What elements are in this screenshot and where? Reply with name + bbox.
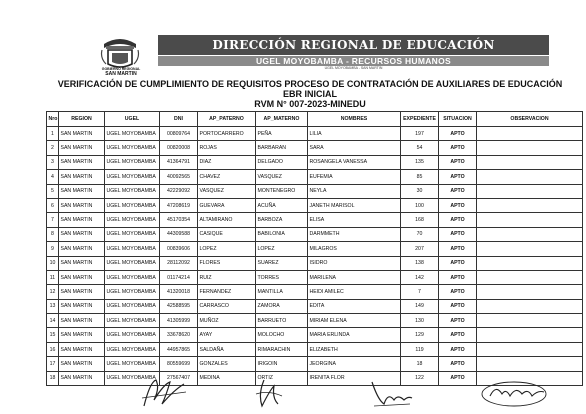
table-cell-nro: 9 <box>47 242 59 256</box>
table-cell-nro: 8 <box>47 227 59 241</box>
table-cell-observacion <box>477 285 583 299</box>
table-cell-nombres: HEIDI AMILEC <box>308 285 401 299</box>
table-cell-ap-materno: SUAREZ <box>256 256 308 270</box>
table-cell-situacion: APTO <box>439 328 477 342</box>
table-cell-situacion: APTO <box>439 314 477 328</box>
table-cell-nro: 10 <box>47 256 59 270</box>
table-cell-ugel: UGEL MOYOBAMBA <box>105 155 160 169</box>
table-cell-ugel: UGEL MOYOBAMBA <box>105 184 160 198</box>
table-cell-situacion: APTO <box>439 270 477 284</box>
table-cell-observacion <box>477 357 583 371</box>
table-cell-situacion: APTO <box>439 256 477 270</box>
signature-4 <box>478 376 552 410</box>
column-header: EXPEDIENTE <box>401 112 439 127</box>
table-cell-ap-paterno: RUIZ <box>198 270 256 284</box>
table-cell-region: SAN MARTIN <box>59 184 105 198</box>
table-row <box>47 256 583 270</box>
table-cell-expediente: 142 <box>401 270 439 284</box>
table-cell-nombres: NEYLA <box>308 184 401 198</box>
table-cell-dni: 42588595 <box>160 299 198 313</box>
table-cell-nombres: MIRIAM ELENA <box>308 314 401 328</box>
column-header: REGION <box>59 112 105 127</box>
table-cell-nombres: JANETH MARISOL <box>308 198 401 212</box>
table-row <box>47 285 583 299</box>
table-cell-region: SAN MARTIN <box>59 141 105 155</box>
table-cell-region: SAN MARTIN <box>59 328 105 342</box>
table-cell-situacion: APTO <box>439 357 477 371</box>
table-cell-expediente: 30 <box>401 184 439 198</box>
table-cell-situacion: APTO <box>439 227 477 241</box>
table-cell-region: SAN MARTIN <box>59 357 105 371</box>
table-cell-ap-materno: BARBARAN <box>256 141 308 155</box>
column-header: NOMBRES <box>308 112 401 127</box>
table-cell-ap-paterno: ROJAS <box>198 141 256 155</box>
table-cell-nombres: IRENITA FLOR <box>308 371 401 385</box>
table-row <box>47 270 583 284</box>
logo-caption-top: GOBIERNO REGIONAL <box>101 67 141 71</box>
table-cell-nombres: MARIA ERLINDA <box>308 328 401 342</box>
table-cell-ugel: UGEL MOYOBAMBA <box>105 256 160 270</box>
signature-2 <box>252 376 286 410</box>
table-cell-dni: 40092565 <box>160 170 198 184</box>
table-cell-dni: 00820008 <box>160 141 198 155</box>
table-cell-region: SAN MARTIN <box>59 371 105 385</box>
table-cell-nombres: MILAGROS <box>308 242 401 256</box>
table-cell-nro: 4 <box>47 170 59 184</box>
table-cell-ugel: UGEL MOYOBAMBA <box>105 127 160 141</box>
table-cell-nro: 1 <box>47 127 59 141</box>
table-cell-ugel: UGEL MOYOBAMBA <box>105 170 160 184</box>
table-cell-nro: 16 <box>47 342 59 356</box>
table-row <box>47 328 583 342</box>
table-cell-situacion: APTO <box>439 155 477 169</box>
table-cell-region: SAN MARTIN <box>59 213 105 227</box>
table-cell-situacion: APTO <box>439 127 477 141</box>
table-row <box>47 198 583 212</box>
table-cell-nombres: LILIA <box>308 127 401 141</box>
signature-3 <box>366 376 416 410</box>
table-cell-ap-materno: TORRES <box>256 270 308 284</box>
column-header: UGEL <box>105 112 160 127</box>
table-cell-observacion <box>477 256 583 270</box>
table-cell-ap-paterno: GUEVARA <box>198 198 256 212</box>
column-header: SITUACION <box>439 112 477 127</box>
table-header-row <box>47 112 583 127</box>
table-cell-expediente: 129 <box>401 328 439 342</box>
table-cell-situacion: APTO <box>439 342 477 356</box>
table-cell-ap-materno: RIMARACHIN <box>256 342 308 356</box>
table-cell-nombres: ISIDRO <box>308 256 401 270</box>
table-cell-nro: 18 <box>47 371 59 385</box>
table-cell-nro: 15 <box>47 328 59 342</box>
banner-tiny-text: UGEL MOYOBAMBA - SAN MARTIN <box>324 66 383 70</box>
column-header: OBSERVACION <box>477 112 583 127</box>
table-cell-region: SAN MARTIN <box>59 314 105 328</box>
document-subtitle: EBR INICIAL <box>283 89 337 99</box>
table-cell-ugel: UGEL MOYOBAMBA <box>105 328 160 342</box>
table-cell-observacion <box>477 155 583 169</box>
table-row <box>47 342 583 356</box>
table-cell-expediente: 100 <box>401 198 439 212</box>
table-cell-ugel: UGEL MOYOBAMBA <box>105 242 160 256</box>
table-cell-situacion: APTO <box>439 170 477 184</box>
table-cell-region: SAN MARTIN <box>59 342 105 356</box>
table-row <box>47 227 583 241</box>
table-row <box>47 242 583 256</box>
table-cell-expediente: 197 <box>401 127 439 141</box>
table-cell-ap-paterno: SALDAÑA <box>198 342 256 356</box>
table-cell-ap-materno: MANTILLA <box>256 285 308 299</box>
table-cell-dni: 33678620 <box>160 328 198 342</box>
table-cell-region: SAN MARTIN <box>59 170 105 184</box>
table-row <box>47 357 583 371</box>
table-cell-ap-materno: IRIGOIN <box>256 357 308 371</box>
table-cell-nro: 3 <box>47 155 59 169</box>
table-cell-situacion: APTO <box>439 184 477 198</box>
table-cell-nro: 14 <box>47 314 59 328</box>
column-header: AP_MATERNO <box>256 112 308 127</box>
table-cell-observacion <box>477 270 583 284</box>
table-cell-dni: 41305999 <box>160 314 198 328</box>
table-cell-nro: 17 <box>47 357 59 371</box>
table-cell-ap-paterno: VASQUEZ <box>198 184 256 198</box>
table-cell-expediente: 7 <box>401 285 439 299</box>
table-cell-nro: 12 <box>47 285 59 299</box>
table-cell-region: SAN MARTIN <box>59 285 105 299</box>
table-cell-observacion <box>477 141 583 155</box>
table-cell-nombres: EUFEMIA <box>308 170 401 184</box>
table-row <box>47 155 583 169</box>
table-cell-dni: 45170354 <box>160 213 198 227</box>
table-cell-nombres: MARILENA <box>308 270 401 284</box>
table-row <box>47 141 583 155</box>
table-cell-ap-materno: LOPEZ <box>256 242 308 256</box>
table-cell-expediente: 70 <box>401 227 439 241</box>
table-cell-expediente: 122 <box>401 371 439 385</box>
table-cell-region: SAN MARTIN <box>59 299 105 313</box>
table-cell-expediente: 130 <box>401 314 439 328</box>
table-cell-observacion <box>477 170 583 184</box>
table-cell-nombres: EDITA <box>308 299 401 313</box>
table-cell-situacion: APTO <box>439 371 477 385</box>
table-cell-dni: 41320018 <box>160 285 198 299</box>
table-cell-dni: 27567407 <box>160 371 198 385</box>
table-cell-region: SAN MARTIN <box>59 127 105 141</box>
table-cell-observacion <box>477 227 583 241</box>
table-cell-ap-materno: ORTIZ <box>256 371 308 385</box>
table-cell-dni: 44957865 <box>160 342 198 356</box>
table-cell-ap-materno: VASQUEZ <box>256 170 308 184</box>
table-cell-ugel: UGEL MOYOBAMBA <box>105 213 160 227</box>
table-cell-nombres: DARMMETH <box>308 227 401 241</box>
table-cell-situacion: APTO <box>439 242 477 256</box>
table-cell-region: SAN MARTIN <box>59 242 105 256</box>
table-cell-dni: 01174214 <box>160 270 198 284</box>
banner-title: DIRECCIÓN REGIONAL DE EDUCACIÓN <box>158 35 549 55</box>
table-cell-observacion <box>477 198 583 212</box>
table-cell-ugel: UGEL MOYOBAMBA <box>105 314 160 328</box>
table-row <box>47 213 583 227</box>
table-cell-situacion: APTO <box>439 141 477 155</box>
table-cell-ap-paterno: PORTOCARRERO <box>198 127 256 141</box>
table-cell-nro: 11 <box>47 270 59 284</box>
table-cell-ugel: UGEL MOYOBAMBA <box>105 299 160 313</box>
table-cell-observacion <box>477 342 583 356</box>
table-cell-ugel: UGEL MOYOBAMBA <box>105 270 160 284</box>
table-cell-observacion <box>477 314 583 328</box>
banner-subtitle: UGEL MOYOBAMBA - RECURSOS HUMANOS <box>158 56 549 66</box>
table-cell-ap-materno: BABILONIA <box>256 227 308 241</box>
table-cell-observacion <box>477 213 583 227</box>
table-cell-dni: 00809764 <box>160 127 198 141</box>
table-cell-expediente: 138 <box>401 256 439 270</box>
table-cell-region: SAN MARTIN <box>59 270 105 284</box>
table-cell-ap-materno: ACUÑA <box>256 198 308 212</box>
table-cell-observacion <box>477 299 583 313</box>
table-cell-ap-paterno: AYAY <box>198 328 256 342</box>
table-cell-ap-paterno: ALTAMIRANO <box>198 213 256 227</box>
table-cell-ap-paterno: DIAZ <box>198 155 256 169</box>
table-cell-observacion <box>477 127 583 141</box>
applicants-table <box>46 111 583 386</box>
table-cell-nombres: ROSANGELA VANESSA <box>308 155 401 169</box>
table-cell-ap-materno: BARRUETO <box>256 314 308 328</box>
table-cell-dni: 80559699 <box>160 357 198 371</box>
table-cell-nro: 6 <box>47 198 59 212</box>
table-cell-ugel: UGEL MOYOBAMBA <box>105 198 160 212</box>
table-cell-situacion: APTO <box>439 285 477 299</box>
table-cell-ugel: UGEL MOYOBAMBA <box>105 141 160 155</box>
table-cell-dni: 00839606 <box>160 242 198 256</box>
table-cell-ap-paterno: MUÑOZ <box>198 314 256 328</box>
table-cell-ap-materno: BARBOZA <box>256 213 308 227</box>
table-cell-dni: 28112092 <box>160 256 198 270</box>
table-cell-nro: 7 <box>47 213 59 227</box>
table-cell-ap-materno: ZAMORA <box>256 299 308 313</box>
table-cell-situacion: APTO <box>439 198 477 212</box>
table-cell-region: SAN MARTIN <box>59 198 105 212</box>
table-cell-observacion <box>477 184 583 198</box>
table-row <box>47 184 583 198</box>
table-cell-ugel: UGEL MOYOBAMBA <box>105 357 160 371</box>
document-title: VERIFICACIÓN DE CUMPLIMIENTO DE REQUISITOS PROCESO DE CONTRATACIÓN DE AUXILIARES DE EDUCACIÓN <box>57 79 563 89</box>
table-cell-dni: 44309588 <box>160 227 198 241</box>
table-cell-ap-paterno: CARRASCO <box>198 299 256 313</box>
table-cell-region: SAN MARTIN <box>59 256 105 270</box>
table-cell-situacion: APTO <box>439 213 477 227</box>
table-cell-dni: 42229092 <box>160 184 198 198</box>
table-cell-expediente: 85 <box>401 170 439 184</box>
table-cell-dni: 41364791 <box>160 155 198 169</box>
resolution-number: RVM N° 007-2023-MINEDU <box>254 99 366 109</box>
table-cell-ap-materno: DELGADO <box>256 155 308 169</box>
table-row <box>47 127 583 141</box>
table-cell-nombres: JEORGINA <box>308 357 401 371</box>
column-header: DNI <box>160 112 198 127</box>
table-row <box>47 170 583 184</box>
column-header: Nro <box>47 112 59 127</box>
table-cell-ap-paterno: GONZALES <box>198 357 256 371</box>
table-cell-ap-paterno: FLORES <box>198 256 256 270</box>
table-row <box>47 299 583 313</box>
table-cell-nombres: ELISA <box>308 213 401 227</box>
table-row <box>47 314 583 328</box>
table-cell-expediente: 149 <box>401 299 439 313</box>
table-cell-ugel: UGEL MOYOBAMBA <box>105 227 160 241</box>
table-cell-observacion <box>477 328 583 342</box>
signature-1 <box>140 376 190 410</box>
table-cell-nro: 2 <box>47 141 59 155</box>
table-cell-ap-paterno: MEDINA <box>198 371 256 385</box>
table-cell-ugel: UGEL MOYOBAMBA <box>105 371 160 385</box>
logo-caption-bottom: SAN MARTIN <box>105 71 137 77</box>
table-cell-expediente: 207 <box>401 242 439 256</box>
table-cell-expediente: 168 <box>401 213 439 227</box>
table-cell-expediente: 18 <box>401 357 439 371</box>
table-cell-ap-paterno: CHAVEZ <box>198 170 256 184</box>
table-cell-expediente: 135 <box>401 155 439 169</box>
table-cell-ap-materno: MOLOCHO <box>256 328 308 342</box>
table-cell-ugel: UGEL MOYOBAMBA <box>105 342 160 356</box>
table-cell-situacion: APTO <box>439 299 477 313</box>
table-cell-region: SAN MARTIN <box>59 155 105 169</box>
table-cell-ap-paterno: CASIQUE <box>198 227 256 241</box>
table-cell-dni: 47208619 <box>160 198 198 212</box>
table-cell-nro: 5 <box>47 184 59 198</box>
table-cell-region: SAN MARTIN <box>59 227 105 241</box>
table-body <box>47 127 583 386</box>
table-cell-ap-materno: PEÑA <box>256 127 308 141</box>
table-cell-nombres: SARA <box>308 141 401 155</box>
table-cell-nombres: ELIZABETH <box>308 342 401 356</box>
table-cell-observacion <box>477 242 583 256</box>
column-header: AP_PATERNO <box>198 112 256 127</box>
table-cell-nro: 13 <box>47 299 59 313</box>
table-cell-ugel: UGEL MOYOBAMBA <box>105 285 160 299</box>
table-cell-expediente: 119 <box>401 342 439 356</box>
table-cell-ap-paterno: FERNANDEZ <box>198 285 256 299</box>
table-cell-ap-paterno: LOPEZ <box>198 242 256 256</box>
table-cell-expediente: 54 <box>401 141 439 155</box>
table-cell-ap-materno: MONTENEGRO <box>256 184 308 198</box>
